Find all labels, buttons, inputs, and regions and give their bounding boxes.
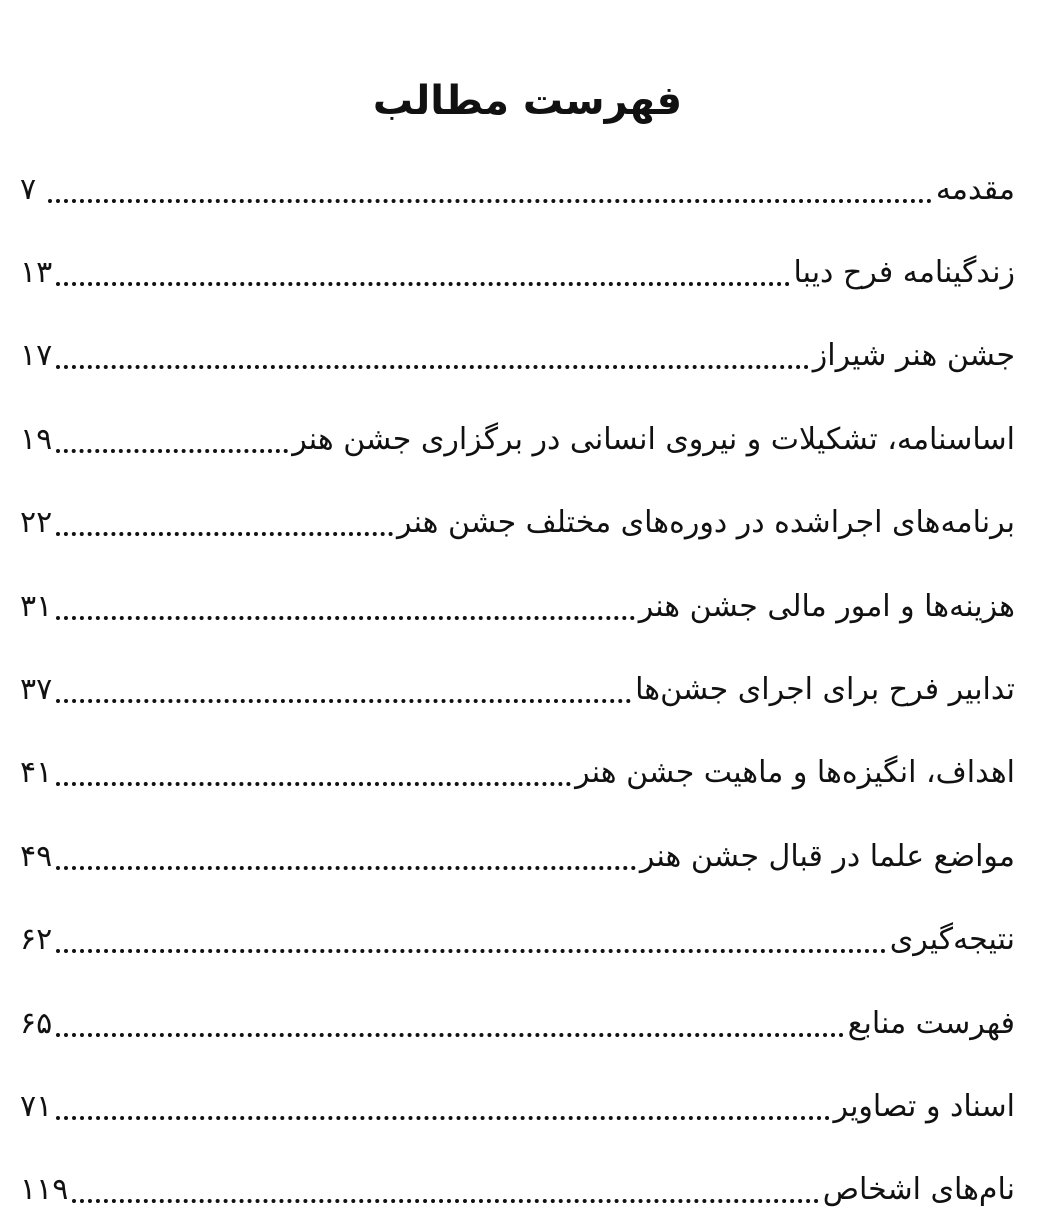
toc-entry xyxy=(20,1149,1015,1232)
toc-entry xyxy=(20,815,1015,898)
toc-page-number: ۱۱۹ xyxy=(20,1172,69,1208)
toc-page-number: ۷۱ xyxy=(20,1088,53,1124)
toc-entry xyxy=(20,482,1015,565)
toc-leader-dots xyxy=(48,199,932,203)
toc-page-number: ۱۷ xyxy=(20,338,53,374)
toc-entry-title: جشن هنر شیراز xyxy=(812,338,1015,374)
toc-page-number: ۴۹ xyxy=(20,838,53,874)
toc-entry-title: اساسنامه، تشکیلات و نیروی انسانی در برگزاری جشن هنر xyxy=(292,421,1015,457)
toc-leader-dots xyxy=(56,866,636,870)
toc-page-number: ۳۱ xyxy=(20,588,53,624)
toc-leader-dots xyxy=(56,282,789,286)
toc-entry-title: مقدمه xyxy=(935,171,1015,207)
toc-entry xyxy=(20,648,1015,731)
table-of-contents xyxy=(20,148,1015,1232)
toc-entry xyxy=(20,982,1015,1065)
toc-leader-dots xyxy=(56,365,809,369)
toc-page-number: ۷ xyxy=(20,171,37,207)
toc-leader-dots xyxy=(56,616,634,620)
toc-entry xyxy=(20,315,1015,398)
toc-leader-dots xyxy=(56,949,885,953)
toc-leader-dots xyxy=(56,782,571,786)
toc-entry-title: فهرست منابع xyxy=(847,1005,1015,1041)
toc-entry-title: اهداف، انگیزه‌ها و ماهیت جشن هنر xyxy=(575,755,1015,791)
toc-entry-title: نتیجه‌گیری xyxy=(889,922,1015,958)
toc-page-number: ۶۲ xyxy=(20,922,53,958)
toc-entry xyxy=(20,398,1015,481)
page-title: فهرست مطالب xyxy=(372,77,683,124)
toc-entry xyxy=(20,899,1015,982)
toc-page-number: ۱۹ xyxy=(20,421,53,457)
toc-page-number: ۳۷ xyxy=(20,672,53,708)
toc-page-number: ۱۳ xyxy=(20,255,53,291)
toc-entry-title: تدابیر فرح برای اجرای جشن‌ها xyxy=(635,672,1015,708)
toc-entry-title: زندگینامه فرح دیبا xyxy=(793,255,1015,291)
toc-entry-title: نام‌های اشخاص xyxy=(822,1172,1015,1208)
toc-leader-dots xyxy=(56,449,288,453)
toc-entry-title: هزینه‌ها و امور مالی جشن هنر xyxy=(638,588,1015,624)
toc-leader-dots xyxy=(56,1033,843,1037)
toc-entry xyxy=(20,148,1015,231)
toc-entry xyxy=(20,732,1015,815)
toc-entry-title: برنامه‌های اجراشده در دوره‌های مختلف جشن هنر xyxy=(397,505,1015,541)
toc-page-number: ۶۵ xyxy=(20,1005,53,1041)
toc-entry xyxy=(20,565,1015,648)
toc-leader-dots xyxy=(56,532,393,536)
toc-entry xyxy=(20,1065,1015,1148)
toc-entry-title: مواضع علما در قبال جشن هنر xyxy=(639,838,1015,874)
toc-page-number: ۴۱ xyxy=(20,755,53,791)
toc-entry-title: اسناد و تصاویر xyxy=(833,1088,1015,1124)
toc-leader-dots xyxy=(56,1116,829,1120)
toc-page-number: ۲۲ xyxy=(20,505,53,541)
toc-entry xyxy=(20,231,1015,314)
toc-leader-dots xyxy=(56,699,631,703)
